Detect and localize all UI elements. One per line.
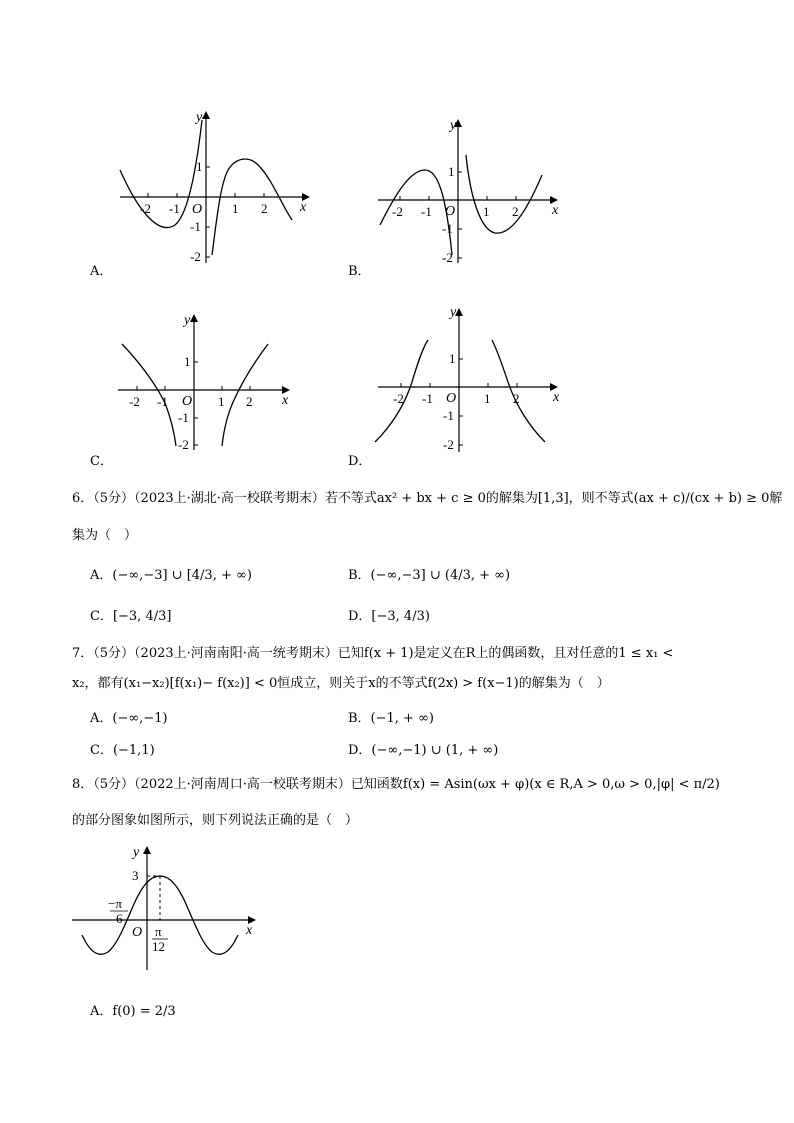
curve-right [222, 344, 268, 446]
graph-a [110, 105, 320, 265]
tick-label: -1 [178, 410, 189, 425]
origin-label: O [192, 202, 203, 217]
tick-label: 1 [196, 159, 203, 174]
q8-stem-line1: 8．（5分）（2022上·河南周口·高一校联考期末）已知函数f(x) = Asin(ωx + φ)(x ∈ R,A > 0,ω > 0,|φ| < π/2) [72, 777, 720, 792]
peak-value-label: 3 [132, 868, 139, 883]
graph-c-label[interactable]: C． [90, 454, 113, 469]
tick-label: 2 [261, 201, 268, 216]
y-axis-label: y [450, 305, 457, 320]
q7-option-c[interactable]: C．(−1,1) [90, 743, 155, 758]
q6-stem-line1: 6．（5分）（2023上·湖北·高一校联考期末）若不等式ax² + bx + c ≥ 0的解集为[1,3]，则不等式(ax + c)/(cx + b) ≥ 0解 [72, 491, 783, 506]
left-zero-denominator: 6 [116, 911, 123, 926]
tick-label: -2 [392, 204, 403, 219]
tick-label: 1 [184, 354, 191, 369]
y-axis-label: y [196, 110, 203, 125]
tick-label: -2 [190, 249, 201, 264]
tick-label: -1 [421, 204, 432, 219]
peak-x-denominator: 12 [152, 939, 165, 954]
tick-label: -2 [443, 437, 454, 452]
graph-b [370, 115, 570, 265]
q7-option-b[interactable]: B．(−1, + ∞) [348, 711, 434, 726]
q7-stem-line2: x₂，都有(x₁−x₂)[f(x₁)− f(x₂)] < 0恒成立，则关于x的不等式f(2x) > f(x−1)的解集为（ ） [72, 676, 610, 691]
graph-c [110, 308, 310, 458]
curve-right [212, 159, 292, 255]
tick-label: 2 [512, 204, 519, 219]
tick-label: 1 [218, 394, 225, 409]
x-axis-label: x [282, 393, 289, 408]
q7-option-a[interactable]: A．(−∞,−1) [90, 711, 168, 726]
tick-label: 1 [232, 201, 239, 216]
tick-label: -1 [442, 221, 453, 236]
tick-label: -1 [190, 219, 201, 234]
y-axis-label: y [133, 845, 140, 860]
origin-label: O [182, 394, 193, 409]
origin-label: O [132, 925, 143, 940]
y-axis-label: y [450, 118, 457, 133]
left-zero-numerator: −π [108, 896, 122, 911]
curve-left [380, 170, 452, 255]
curve-left [120, 120, 202, 228]
tick-label: 1 [448, 164, 455, 179]
q8-graph [70, 840, 265, 975]
curve-right [466, 155, 542, 233]
q7-option-d[interactable]: D．(−∞,−1) ∪ (1, + ∞) [348, 743, 499, 758]
x-axis-label: x [300, 200, 307, 215]
q6-option-d[interactable]: D．[−3, 4/3) [348, 609, 430, 624]
graph-d-label[interactable]: D． [348, 454, 372, 469]
tick-label: 1 [484, 391, 491, 406]
tick-label: 1 [483, 204, 490, 219]
q6-option-b[interactable]: B．(−∞,−3] ∪ (4/3, + ∞) [348, 568, 511, 583]
tick-label: -1 [422, 391, 433, 406]
x-axis-label: x [553, 390, 560, 405]
graph-b-label[interactable]: B． [348, 264, 371, 279]
q6-stem-line2: 集为（ ） [72, 528, 138, 543]
tick-label: -1 [157, 394, 168, 409]
origin-label: O [446, 391, 457, 406]
tick-label: -2 [442, 250, 453, 265]
graph-d [370, 302, 570, 454]
q8-stem-line2: 的部分图象如图所示，则下列说法正确的是（ ） [72, 813, 359, 828]
tick-label: -1 [169, 201, 180, 216]
x-axis-label: x [552, 203, 559, 218]
q6-option-c[interactable]: C．[−3, 4/3] [90, 609, 172, 624]
x-axis-label: x [246, 923, 253, 938]
tick-label: 2 [246, 394, 253, 409]
tick-label: -2 [129, 394, 140, 409]
peak-x-numerator: π [155, 924, 162, 939]
tick-label: -1 [443, 408, 454, 423]
tick-label: 2 [513, 391, 520, 406]
q7-stem-line1: 7．（5分）（2023上·河南南阳·高一统考期末）已知f(x + 1)是定义在R上的偶函数，且对任意的1 ≤ x₁ < [72, 646, 674, 661]
q6-option-a[interactable]: A．(−∞,−3] ∪ [4/3, + ∞) [90, 568, 252, 583]
graph-a-label[interactable]: A． [90, 264, 113, 279]
tick-label: -2 [178, 437, 189, 452]
y-axis-label: y [184, 313, 191, 328]
tick-label: -2 [393, 391, 404, 406]
q8-option-a[interactable]: A．f(0) = 2/3 [90, 1004, 176, 1019]
tick-label: -2 [140, 201, 151, 216]
origin-label: O [445, 204, 456, 219]
tick-label: 1 [449, 351, 456, 366]
